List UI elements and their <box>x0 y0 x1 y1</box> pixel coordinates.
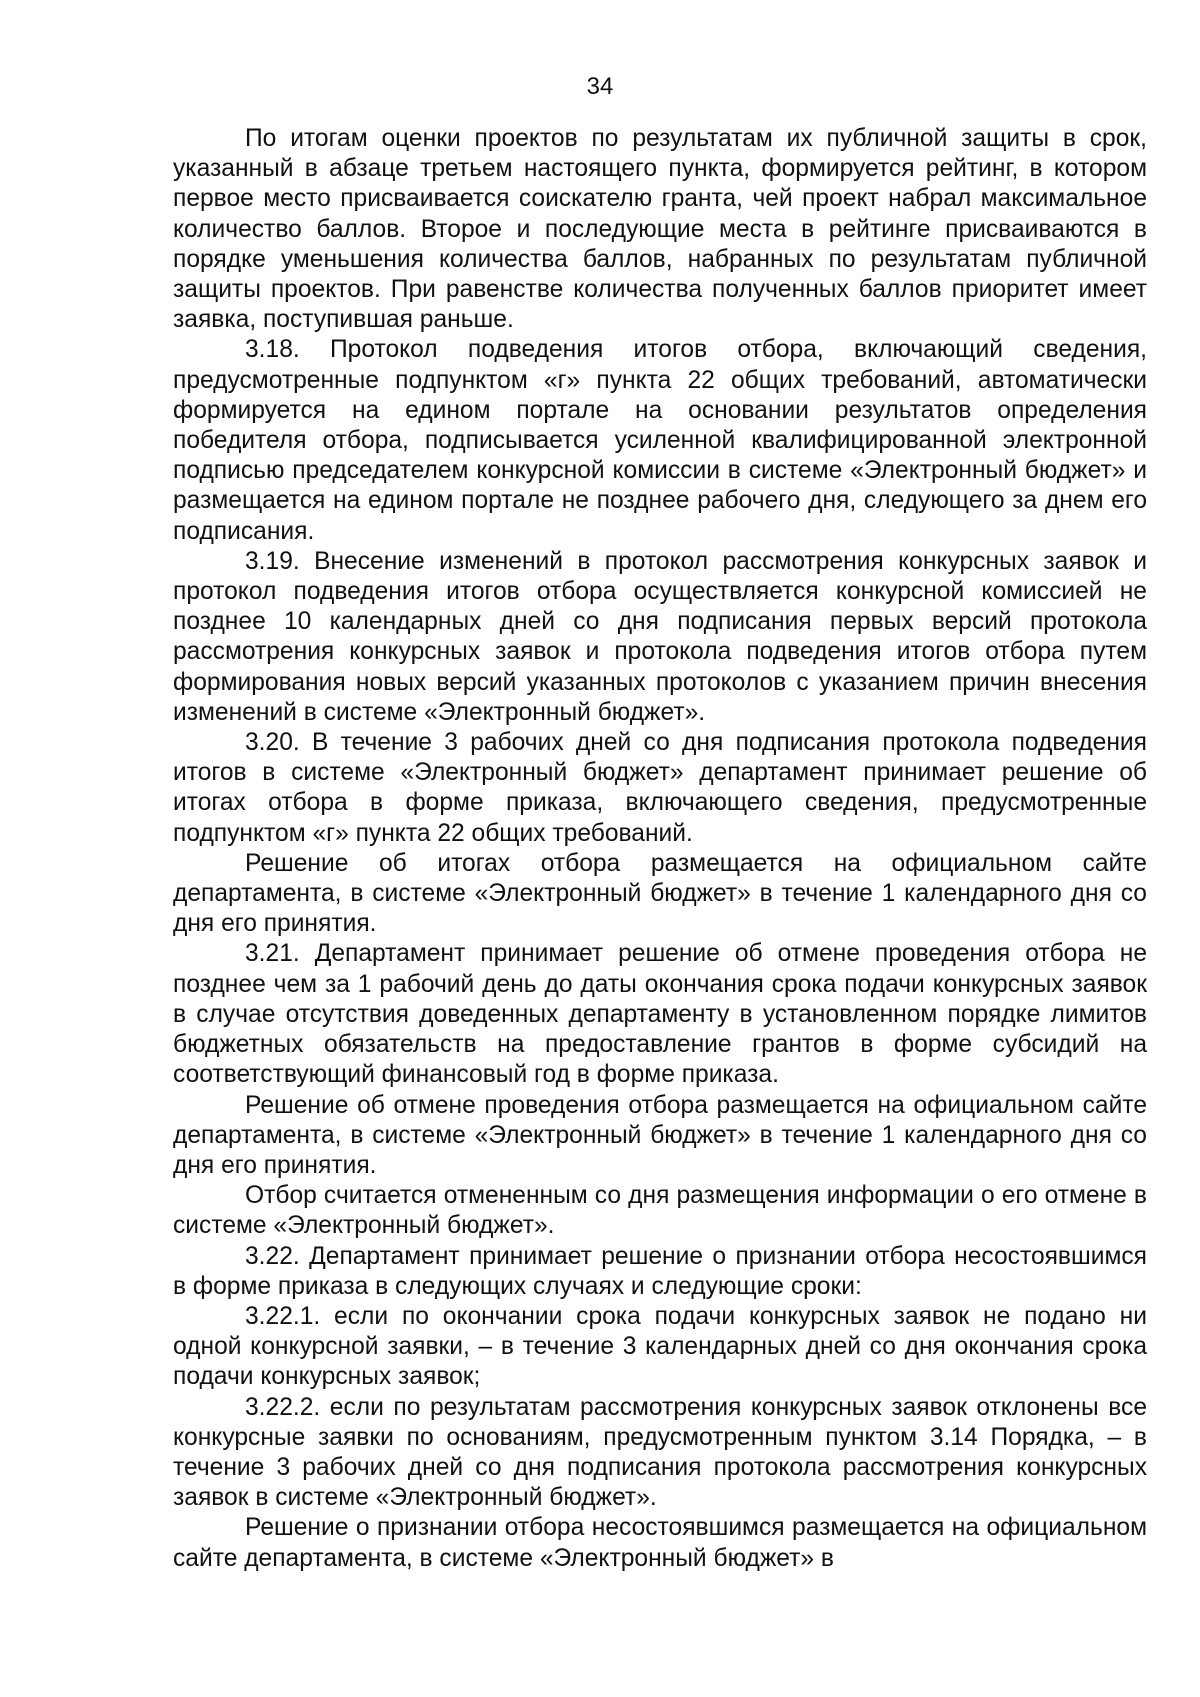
paragraph-3-19: 3.19. Внесение изменений в протокол рассмотрения конкурсных заявок и протокол подведения итогов отбора осуществляется конкурсной комиссией не позднее 10 календарных дней со дня подписания первых версий протокола рассмотрения конкурсных заявок и протокола подведения итогов отбора путем формирования новых версий указанных протоколов с указанием причин внесения изменений в системе «Электронный бюджет». <box>173 547 1147 726</box>
paragraph-3-21-publication: Решение об отмене проведения отбора размещается на официальном сайте департамента, в системе «Электронный бюджет» в течение 1 календарного дня со дня его принятия. <box>173 1091 1147 1179</box>
paragraph-3-22-2: 3.22.2. если по результатам рассмотрения конкурсных заявок отклонены все конкурсные заявки по основаниям, предусмотренным пунктом 3.14 Порядка, – в течение 3 рабочих дней со дня подписания протокола рассмотрения конкурсных заявок в системе «Электронный бюджет». <box>173 1393 1147 1512</box>
paragraph-3-21: 3.21. Департамент принимает решение об отмене проведения отбора не позднее чем за 1 рабочий день до даты окончания срока подачи конкурсных заявок в случае отсутствия доведенных департаменту в установленном порядке лимитов бюджетных обязательств на предоставление грантов в форме субсидий на соответствующий финансовый год в форме приказа. <box>173 940 1147 1089</box>
paragraph-3-20-publication: Решение об итогах отбора размещается на официальном сайте департамента, в системе «Электронный бюджет» в течение 1 календарного дня со дня его принятия. <box>173 849 1147 938</box>
paragraph-3-20: 3.20. В течение 3 рабочих дней со дня подписания протокола подведения итогов в системе «Электронный бюджет» департамент принимает решение об итогах отбора в форме приказа, включающего сведения, предусмотренные подпунктом «г» пункта 22 общих требований. <box>173 729 1147 847</box>
paragraph-3-21-cancellation: Отбор считается отмененным со дня размещения информации о его отмене в системе «Электронный бюджет». <box>173 1182 1147 1240</box>
paragraph-3-22-1: 3.22.1. если по окончании срока подачи конкурсных заявок не подано ни одной конкурсной заявки, – в течение 3 календарных дней со дня окончания срока подачи конкурсных заявок; <box>173 1302 1147 1391</box>
page-number: 34 <box>586 73 614 100</box>
paragraph-3-22: 3.22. Департамент принимает решение о признании отбора несостоявшимся в форме приказа в следующих случаях и следующие сроки: <box>173 1242 1147 1300</box>
paragraph-rating: По итогам оценки проектов по результатам их публичной защиты в срок, указанный в абзаце третьем настоящего пункта, формируется рейтинг, в котором первое место присваивается соискателю гранта, чей проект набрал максимальное количество баллов. Второе и последующие места в рейтинге присваиваются в порядке уменьшения количества баллов, набранных по результатам публичной защиты проектов. При равенстве количества полученных баллов приоритет имеет заявка, поступившая раньше. <box>173 125 1147 334</box>
document-body <box>173 124 1147 1574</box>
paragraph-3-22-publication: Решение о признании отбора несостоявшимся размещается на официальном сайте департамента, в системе «Электронный бюджет» в <box>173 1514 1147 1572</box>
paragraph-3-18: 3.18. Протокол подведения итогов отбора, включающий сведения, предусмотренные подпунктом «г» пункта 22 общих требований, автоматически формируется на едином портале на основании результатов определения победителя отбора, подписывается усиленной квалифицированной электронной подписью председателем конкурсной комиссии в системе «Электронный бюджет» и размещается на едином портале не позднее рабочего дня, следующего за днем его подписания. <box>173 336 1147 545</box>
